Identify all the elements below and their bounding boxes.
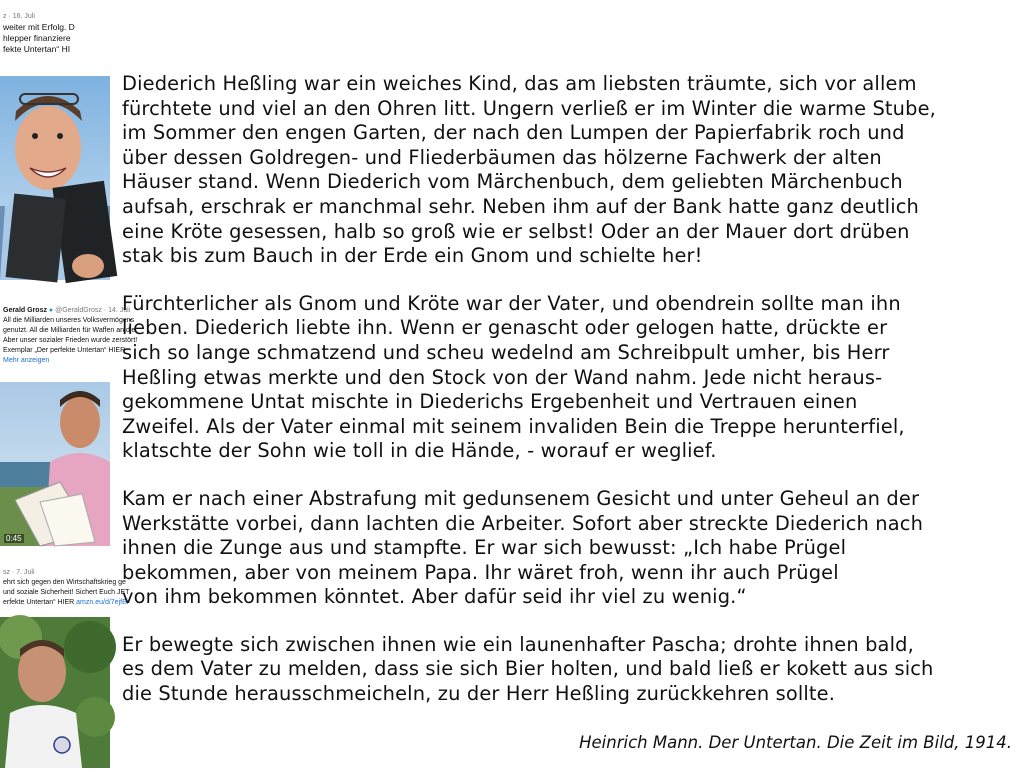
tweet-date: sz · 7. Juli — [3, 569, 35, 576]
show-more-link[interactable]: Mehr anzeigen — [3, 357, 50, 364]
novel-excerpt — [122, 72, 1017, 730]
tweet-date: z · 16. Juli — [3, 13, 35, 20]
tweet-line: Aber unser sozialer Frieden wurde zerstört! — [3, 337, 138, 344]
tweet-line: All die Milliarden unseres Volksvermögens — [3, 317, 135, 324]
tweet-photo-3 — [0, 617, 110, 768]
tweet-card-3 — [0, 568, 130, 614]
source-citation: Heinrich Mann. Der Untertan. Die Zeit im Bild, 1914. — [579, 733, 1012, 752]
tweet-line: weiter mit Erfolg. D — [3, 22, 75, 32]
tweet-text-1 — [0, 12, 110, 55]
tweet-photo-1 — [0, 76, 110, 280]
tweet-line: genutzt. All die Milliarden für Waffen an die — [3, 327, 136, 334]
verified-badge-icon: ● — [48, 307, 54, 314]
video-duration: 0:45 — [6, 534, 22, 543]
paragraph-1: Diederich Heßling war ein weiches Kind, das am liebsten träumte, sich vor allem fürchtete und viel an den Ohren litt. Ungern verließ er im Winter die warme Stube, im Sommer den engen Garten, der nach den Lumpen der Papierfabrik roch und über dessen Goldregen- und Fliederbäumen das hölzerne Fachwerk der alten Häuser stand. Wenn Diederich vom Märchenbuch, dem geliebten Märchenbuch aufsah, erschrak er manchmal sehr. Neben ihm auf der Bank hatte ganz deutlich eine Kröte gesessen, halb so groß wie er selbst! Oder an der Mauer dort drüben stak bis zum Bauch in der Erde ein Gnom und schielte her! — [122, 72, 936, 268]
tweet-line: fekte Untertan“ HI — [3, 44, 71, 54]
man-holding-book-image — [0, 76, 110, 280]
tweet-line: und soziale Sicherheit! Sichert Euch JET — [3, 589, 130, 596]
tweet-line: hlepper finanziere — [3, 33, 71, 43]
tweet-handle: @GeraldGrosz · 14. Juli — [55, 307, 131, 314]
tweet-card-2 — [0, 306, 138, 378]
tweet-line: ehrt sich gegen den Wirtschaftskrieg ge — [3, 579, 126, 586]
paragraph-3: Kam er nach einer Abstrafung mit gedunsenem Gesicht und unter Geheul an der Werkstätte vorbei, dann lachten die Arbeiter. Sofort aber streckte Diederich nach ihnen die Zunge aus und stampfte. Er war sich bewusst: „Ich habe Prügel bekommen, aber von meinem Papa. Ihr wäret froh, wenn ihr auch Prügel von ihm bekommen könntet. Aber dafür seid ihr viel zu wenig.“ — [122, 486, 924, 609]
paragraph-2: Fürchterlicher als Gnom und Kröte war der Vater, und obendrein sollte man ihn lieben. Diederich liebte ihn. Wenn er genascht oder gelogen hatte, drückte er sich so lange schmatzend und scheu wedelnd am Schreibpult umher, bis Herr Heßling etwas merkte und den Stock von der Wand nahm. Jede nicht heraus- gekommene Untat mischte in Diederichs Ergebenheit und Vertrauen einen Zweifel. Als der Vater einmal mit seinem invaliden Bein die Treppe herunterfiel, klatschte der Sohn wie toll in die Hände, - worauf er weglief. — [122, 291, 905, 463]
tweet-line: erfekte Untertan“ HIER — [3, 599, 75, 606]
man-reading-book-image — [0, 382, 110, 546]
paragraph-4: Er bewegte sich zwischen ihnen wie ein launenhafter Pascha; drohte ihnen bald, es dem Vater zu melden, dass sie sich Bier holten, und bald ließ er kokett aus sich die Stunde herausschmeicheln, zu der Herr Heßling zurückkehren sollte. — [122, 632, 934, 706]
tweet-video-2[interactable] — [0, 382, 110, 546]
tweet-screenshot-strip — [0, 0, 138, 768]
tweet-line: Exemplar „Der perfekte Untertan“ HIER — [3, 347, 126, 354]
tweet-author: Gerald Grosz — [3, 307, 47, 314]
tweet-text-2 — [0, 306, 138, 366]
tweet-link[interactable]: amzn.eu/d/7ejfEi — [76, 599, 129, 606]
man-in-garden-image — [0, 617, 110, 768]
tweet-card-1 — [0, 12, 110, 70]
tweet-text-3 — [0, 568, 130, 608]
